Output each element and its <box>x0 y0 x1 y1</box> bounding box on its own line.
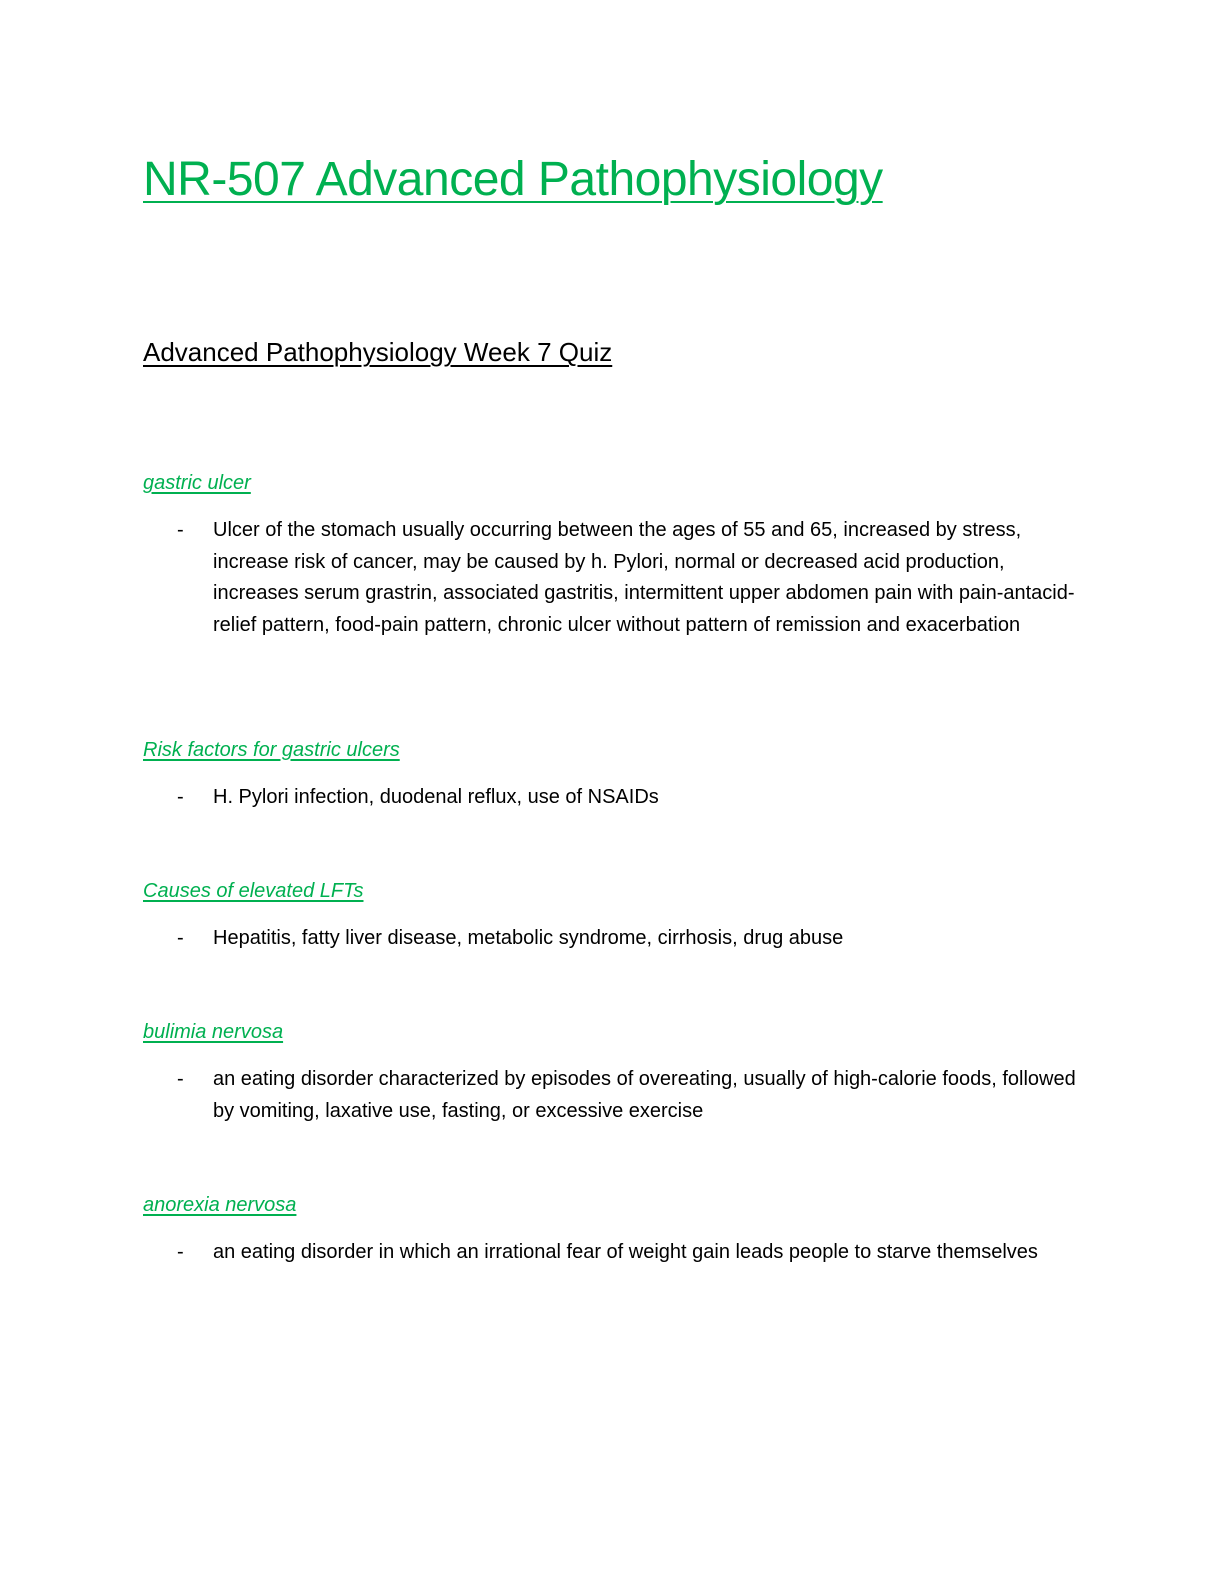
entry-definition-item <box>143 1237 1083 1269</box>
quiz-subtitle: Advanced Pathophysiology Week 7 Quiz <box>143 337 613 367</box>
entry-term: Causes of elevated LFTs <box>143 880 364 902</box>
bullet-dash: - <box>177 1068 184 1090</box>
bullet-dash: - <box>177 519 184 541</box>
bullet-dash: - <box>177 927 184 949</box>
entry-term: gastric ulcer <box>143 472 251 494</box>
entry-term: Risk factors for gastric ulcers <box>143 739 400 761</box>
entry-definition: Hepatitis, fatty liver disease, metabolic syndrome, cirrhosis, drug abuse <box>213 927 844 949</box>
document-title: NR-507 Advanced Pathophysiology <box>143 153 883 206</box>
entry-term: bulimia nervosa <box>143 1021 284 1043</box>
entry-anorexia-nervosa <box>143 1191 1083 1269</box>
entry-definition: an eating disorder characterized by episodes of overeating, usually of high-calorie foods, followed by vomiting, laxative use, fasting, or excessive exercise <box>213 1068 1076 1122</box>
entry-definition-item <box>143 515 1083 641</box>
entry-elevated-lfts <box>143 877 1083 955</box>
entry-risk-factors <box>143 736 1083 814</box>
entry-definition: H. Pylori infection, duodenal reflux, use of NSAIDs <box>213 786 659 808</box>
bullet-dash: - <box>177 786 184 808</box>
entry-definition-item <box>143 923 1083 955</box>
entry-term: anorexia nervosa <box>143 1194 297 1216</box>
entry-definition: Ulcer of the stomach usually occurring between the ages of 55 and 65, increased by stress, increase risk of cancer, may be caused by h. Pylori, normal or decreased acid production, increases serum grastrin, associated gastritis, intermittent upper abdomen pain with pain-antacid-relief pattern, food-pain pattern, chronic ulcer without pattern of remission and exacerbation <box>213 519 1075 636</box>
entry-gastric-ulcer <box>143 469 1083 641</box>
entry-bulimia-nervosa <box>143 1018 1083 1127</box>
entry-definition: an eating disorder in which an irrational fear of weight gain leads people to starve themselves <box>213 1241 1038 1263</box>
entry-definition-item <box>143 782 1083 814</box>
entry-definition-item <box>143 1064 1083 1127</box>
bullet-dash: - <box>177 1241 184 1263</box>
